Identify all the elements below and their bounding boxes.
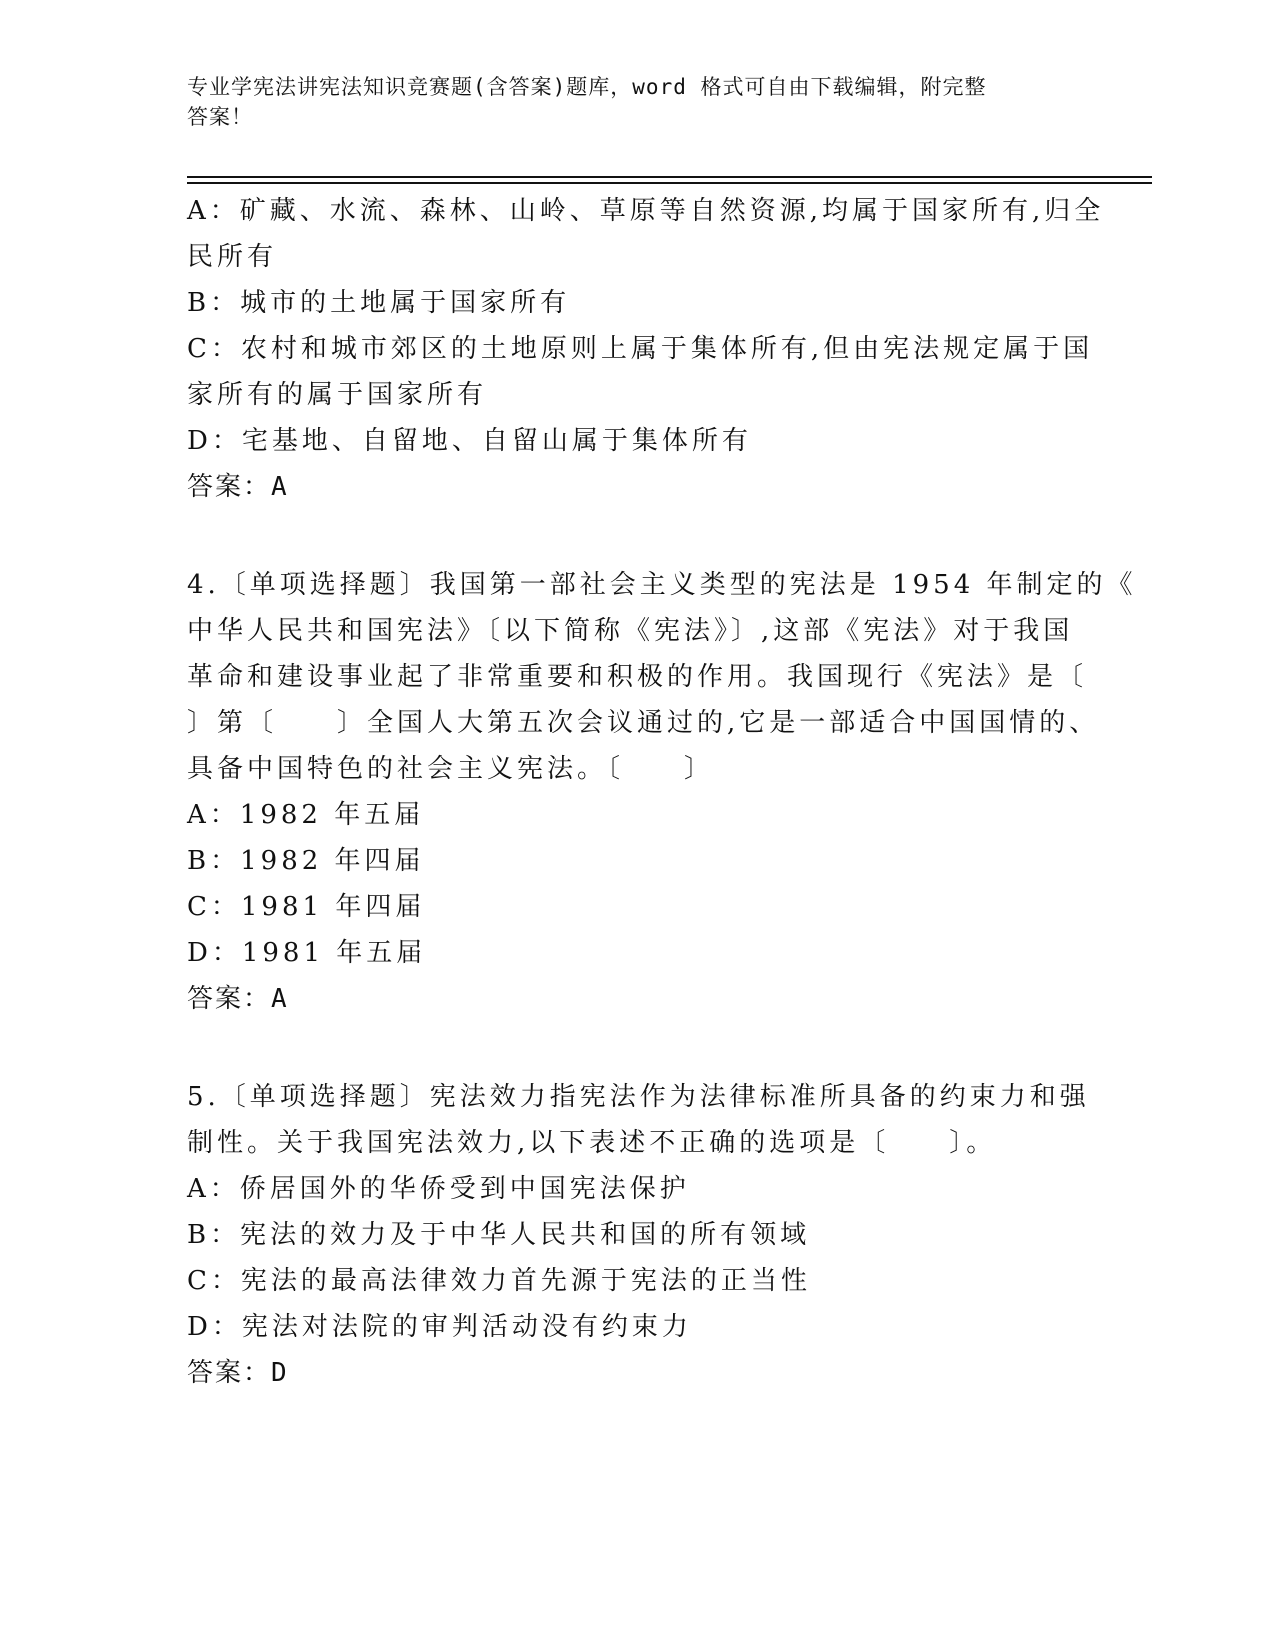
option-c: C：1981 年四届 <box>187 892 426 922</box>
option-a-line-1: A：矿藏、水流、森林、山岭、草原等自然资源,均属于国家所有,归全 <box>187 196 1105 226</box>
stem-line-4: 〕第〔 〕全国人大第五次会议通过的,它是一部适合中国国情的、 <box>187 708 1100 738</box>
document-header <box>187 72 1067 132</box>
answer-label: 答案：A <box>187 984 289 1014</box>
option-d: D：宪法对法院的审判活动没有约束力 <box>187 1312 692 1342</box>
option-a: A：侨居国外的华侨受到中国宪法保护 <box>187 1174 690 1204</box>
question-3 <box>187 188 1105 510</box>
spacer <box>187 1022 1087 1074</box>
stem-line-2: 中华人民共和国宪法》〔以下简称《宪法》〕,这部《宪法》对于我国 <box>187 616 1074 646</box>
option-a <box>187 188 1105 280</box>
option-b: B：城市的土地属于国家所有 <box>187 288 571 318</box>
stem-line-2: 制性。关于我国宪法效力,以下表述不正确的选项是〔 〕。 <box>187 1128 997 1158</box>
option-b: B：宪法的效力及于中华人民共和国的所有领域 <box>187 1220 811 1250</box>
question-stem <box>187 1074 1090 1166</box>
option-d: D：1981 年五届 <box>187 938 427 968</box>
option-a: A：1982 年五届 <box>187 800 425 830</box>
answer-label: 答案：D <box>187 1358 289 1388</box>
stem-line-1: 5.〔单项选择题〕宪法效力指宪法作为法律标准所具备的约束力和强 <box>187 1082 1090 1112</box>
header-divider-top <box>187 176 1152 178</box>
question-4 <box>187 562 1137 1022</box>
option-c <box>187 326 1094 418</box>
question-stem <box>187 562 1137 792</box>
stem-line-5: 具备中国特色的社会主义宪法。〔 〕 <box>187 754 715 784</box>
stem-line-3: 革命和建设事业起了非常重要和积极的作用。我国现行《宪法》是〔 <box>187 662 1088 692</box>
option-c-line-2: 家所有的属于国家所有 <box>187 380 488 410</box>
question-5 <box>187 1074 1090 1396</box>
option-a-line-2: 民所有 <box>187 242 278 272</box>
spacer <box>187 510 1087 562</box>
stem-line-1: 4.〔单项选择题〕我国第一部社会主义类型的宪法是 1954 年制定的《 <box>187 570 1137 600</box>
header-line-2: 答案！ <box>187 105 253 129</box>
option-c: C：宪法的最高法律效力首先源于宪法的正当性 <box>187 1266 811 1296</box>
document-body <box>187 188 1137 1396</box>
option-c-line-1: C：农村和城市郊区的土地原则上属于集体所有,但由宪法规定属于国 <box>187 334 1094 364</box>
option-d: D：宅基地、自留地、自留山属于集体所有 <box>187 426 752 456</box>
header-line-1: 专业学宪法讲宪法知识竞赛题(含答案)题库，word 格式可自由下载编辑，附完整 <box>187 75 987 99</box>
answer-label: 答案：A <box>187 472 289 502</box>
header-divider-bottom <box>187 182 1152 184</box>
option-b: B：1982 年四届 <box>187 846 425 876</box>
